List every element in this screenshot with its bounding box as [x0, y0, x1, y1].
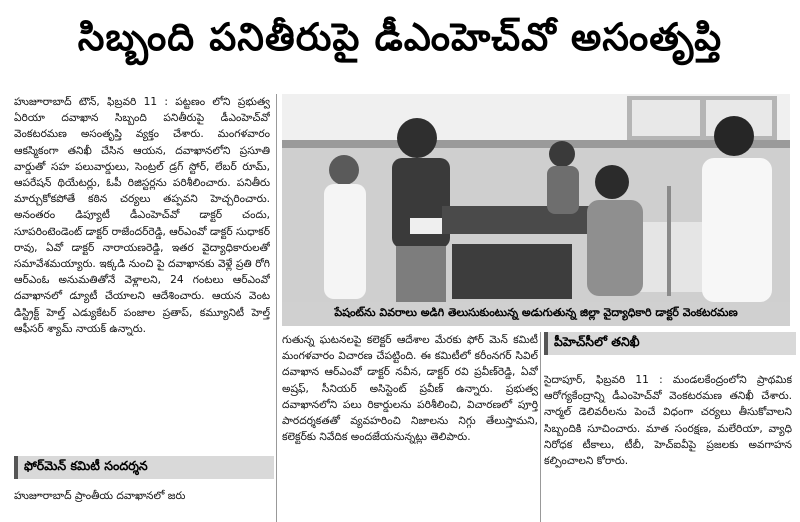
headline: సిబ్బంది పనితీరుపై డీఎంహెచ్‌వో అసంతృప్తి — [77, 15, 723, 59]
column-divider — [540, 332, 541, 522]
subhead-phc-inspection: పీహెచ్‌సీలో తనిఖీ — [544, 332, 796, 355]
article-column-1-continued — [14, 488, 270, 522]
article-paragraph: సైదాపూర్, ఫిబ్రవరి 11 : మండలకేంద్రంలోని ప్రాథమిక ఆరోగ్యకేంద్రాన్ని డీఎంహెచ్‌వో వెంకటరమణ తనిఖీ చేశారు. నార్మల్ డెలివరీలను పెంచే విధంగా చర్యలు తీసుకోవాలని సిబ్బందికి సూచించారు. మాత సంరక్షణ, మలేరియా, వ్యాధి నిరోధక టీకాలు, టీబీ, హెచ్ఐవీపై ప్రజలకు అవగాహన కల్పించాలని కోరారు. — [544, 374, 792, 468]
article-paragraph: గుతున్న ఘటనలపై కలెక్టర్ ఆదేశాల మేరకు ఫోర్ మెన్ కమిటీ మంగళవారం విచారణ చేపట్టింది. ఈ కమిటీలో కరీంనగర్ సివిల్ దవాఖాన ఆర్ఎంవో డాక్టర్ నవీన, డాక్టర్ రవి ప్రవీణ్‌రెడ్డి, ఏవో అష్రఫ్, సీనియర్ అసిస్టెంట్ ప్రవీణ్ ఉన్నారు. ప్రభుత్వ దవాఖానలోని పలు రికార్డులను పరిశీలించి, విచారణలో పూర్తి పారదర్శకతతో వ్యవహరించి నిజాలను నిగ్గు తేలుస్తామని, కలెక్టర్‌కు నివేదిక అందజేయనున్నట్లు తెలిపారు. — [282, 334, 538, 444]
article-column-3 — [544, 372, 792, 522]
article-paragraph: హుజూరాబాద్ టౌన్, ఫిబ్రవరి 11 : పట్టణం లోని ప్రభుత్వ ఏరియా దవాఖాన సిబ్బంది పనితీరుపై డీఎంహెచ్‌వో వెంకటరమణ అసంతృప్తి వ్యక్తం చేశారు. మంగళవారం ఆకస్మికంగా తనిఖీ చేసిన ఆయన, దవాఖానలోని ప్రసూతి వార్డుతో సహ పలువార్డులు, సెంట్రల్ డ్రగ్ స్టోర్, లేబర్ రూమ్, ఆపరేషన్ థియేటర్లు, ఓపీ రిజిస్టర్లను పరిశీలించారు. పనితీరు మార్చుకోకపోతే కఠిన చర్యలు తప్పవని హెచ్చరించారు. అనంతరం డిప్యూటీ డీఎంహెచ్‌వో డాక్టర్ చందు, సూపరింటెండెంట్ డాక్టర్ రాజేందర్‌రెడ్డి, ఆర్ఎంవో డాక్టర్ సుధాకర్ రావు, ఏవో డాక్టర్ నారాయణరెడ్డి, ఇతర వైద్యాధికారులతో సమావేశమయ్యారు. ఇక్కడి నుంచి పై దవాఖానకు వెళ్లే ప్రతి రోగి ఆర్ఎంఓ అనుమతితోనే వెళ్లాలని, 24 గంటలు ఆర్ఎంవో దవాఖానలో డ్యూటీ చేయాలని ఆదేశించారు. ఆయన వెంట డిస్ట్రిక్ట్ హెల్త్ ఎడ్యుకేటర్ పంజాల ప్రతాప్, కమ్యూనిటీ హెల్త్ ఆఫీసర్ శ్యామ్ నాయక్ ఉన్నారు. — [14, 96, 270, 335]
article-column-1 — [14, 94, 270, 450]
hospital-ward-photo-illustration — [282, 94, 790, 302]
article-paragraph: హుజూరాబాద్ ప్రాంతీయ దవాఖానలో జరు — [14, 490, 186, 502]
column-divider — [276, 94, 277, 522]
news-photo — [282, 94, 790, 302]
article-column-2 — [282, 332, 538, 522]
photo-caption: పేషంట్‌ను వివరాలు అడిగి తెలుసుకుంటున్న అడుగుతున్న జిల్లా వైద్యాధికారి డాక్టర్ వెంకటరమణ — [282, 302, 790, 326]
subhead-foremen-committee: ఫోర్‌మెన్ కమిటీ సందర్శన — [14, 456, 274, 479]
